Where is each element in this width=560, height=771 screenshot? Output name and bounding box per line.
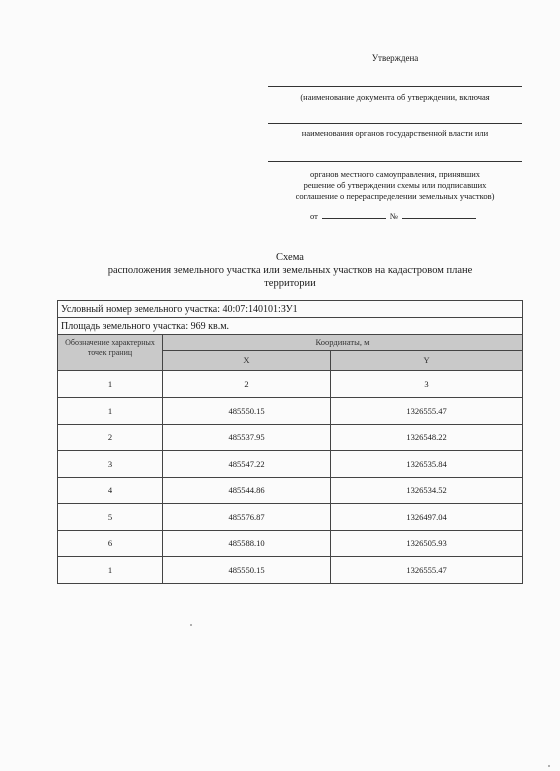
header-points: Обозначение характерных точек границ — [58, 335, 163, 371]
table-row — [58, 477, 523, 504]
approval-caption-1: (наименование документа об утверждении, включая — [300, 92, 490, 102]
column-number: 2 — [163, 371, 331, 398]
scan-speck — [548, 765, 550, 767]
point-cell: 6 — [58, 530, 163, 557]
approval-caption-2: наименования органов государственной власти или — [301, 128, 489, 138]
date-label: от — [310, 211, 318, 221]
approval-caption-3: органов местного самоуправления, принявших — [309, 169, 481, 179]
approval-blank-line-3 — [268, 161, 522, 162]
column-number: 1 — [58, 371, 163, 398]
table-row — [58, 557, 523, 584]
table-row — [58, 398, 523, 425]
number-label: № — [389, 211, 398, 221]
point-cell: 3 — [58, 451, 163, 478]
cadastral-number: Условный номер земельного участка: 40:07:140101:ЗУ1 — [58, 301, 523, 318]
y-cell: 1326548.22 — [331, 424, 523, 451]
x-cell: 485576.87 — [163, 504, 331, 531]
point-cell: 4 — [58, 477, 163, 504]
point-cell: 5 — [58, 504, 163, 531]
x-cell: 485544.86 — [163, 477, 331, 504]
approval-blank-line-1 — [268, 86, 522, 87]
x-cell: 485537.95 — [163, 424, 331, 451]
table-row — [58, 504, 523, 531]
header-y: Y — [331, 350, 523, 370]
coordinates-table — [57, 300, 523, 584]
point-cell: 1 — [58, 557, 163, 584]
y-cell: 1326505.93 — [331, 530, 523, 557]
column-numbers-row — [58, 371, 523, 398]
table-row — [58, 530, 523, 557]
scan-speck — [190, 624, 192, 626]
y-cell: 1326497.04 — [331, 504, 523, 531]
table-row — [58, 424, 523, 451]
approval-blank-line-2 — [268, 123, 522, 124]
scheme-title: Схема — [276, 252, 304, 263]
point-cell: 2 — [58, 424, 163, 451]
approval-title: Утверждена — [371, 53, 419, 63]
y-cell: 1326534.52 — [331, 477, 523, 504]
approval-date-number-row — [268, 210, 522, 221]
x-cell: 485550.15 — [163, 557, 331, 584]
table-row — [58, 451, 523, 478]
column-number: 3 — [331, 371, 523, 398]
plot-area: Площадь земельного участка: 969 кв.м. — [58, 318, 523, 335]
header-x: X — [163, 350, 331, 370]
header-coordinates: Координаты, м — [163, 335, 523, 351]
x-cell: 485588.10 — [163, 530, 331, 557]
scheme-subtitle-1: расположения земельного участка или земельных участков на кадастровом плане — [107, 265, 473, 276]
point-cell: 1 — [58, 398, 163, 425]
y-cell: 1326535.84 — [331, 451, 523, 478]
date-blank — [322, 210, 386, 219]
x-cell: 485550.15 — [163, 398, 331, 425]
y-cell: 1326555.47 — [331, 398, 523, 425]
approval-caption-4: решение об утверждении схемы или подписавших — [303, 180, 487, 190]
x-cell: 485547.22 — [163, 451, 331, 478]
y-cell: 1326555.47 — [331, 557, 523, 584]
scheme-title-block — [60, 251, 520, 290]
approval-caption-5: соглашение о перераспределении земельных участков) — [295, 191, 495, 201]
scheme-subtitle-2: территории — [264, 278, 316, 289]
number-blank — [402, 210, 476, 219]
